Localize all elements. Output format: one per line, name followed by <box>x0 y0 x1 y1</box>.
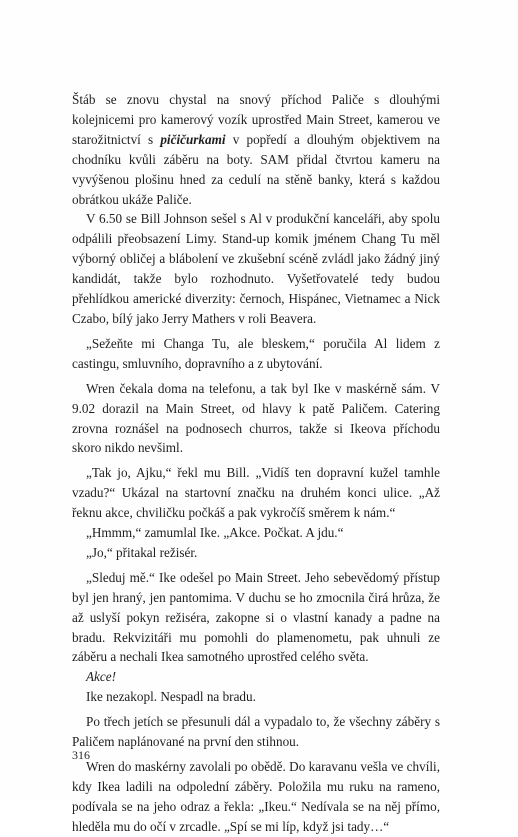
paragraph-4-text: Wren čekala doma na telefonu, a tak byl Ike v maskérně sám. V 9.02 dorazil na Main Street, od hlavy k patě Paličem. Catering zrovna roznášel na podnosech churros, takže si Ikeova příchodu skoro nikdo nevšiml. <box>72 380 440 456</box>
paragraph-1-part-1: Štáb se znovu chystal na snový příchod Paliče s dlouhými kolejnicemi pro kamerový vozík uprostřed Main Street, kamerou ve starožitnictví s <box>72 92 440 147</box>
emphasized-word: pičičurkami <box>160 131 226 147</box>
paragraph-5 <box>72 463 440 523</box>
paragraph-2 <box>72 209 440 328</box>
paragraph-6-text: „Hmmm,“ zamumlal Ike. „Akce. Počkat. A jdu.“ <box>86 525 344 541</box>
body-text <box>72 90 440 837</box>
paragraph-9-text: Akce! <box>86 669 117 685</box>
paragraph-3-text: „Sežeňte mi Changa Tu, ale bleskem,“ poručila Al lidem z castingu, smluvního, dopravního a z ubytování. <box>72 335 440 371</box>
paragraph-10 <box>72 687 440 707</box>
paragraph-12 <box>72 757 440 837</box>
paragraph-3 <box>72 334 440 374</box>
paragraph-8 <box>72 568 440 668</box>
paragraph-9 <box>72 667 440 687</box>
paragraph-7 <box>72 543 440 563</box>
paragraph-2-text: V 6.50 se Bill Johnson sešel s Al v produkční kanceláři, aby spolu odpálili přeobsazení Limy. Stand-up komik jménem Chang Tu měl výborný obličej a blábolení ve zkušební scéně zvládl jako žádný jiný kandidát, takže bylo rozhodnuto. Vyšetřovatelé tedy budou přehlídkou americké diverzity: černoch, Hispánec, Vietnamec a Nick Czabo, bílý jako Jerry Mathers v roli Beavera. <box>72 211 440 326</box>
page-number: 316 <box>72 748 90 762</box>
paragraph-7-text: „Jo,“ přitakal režisér. <box>86 544 198 560</box>
paragraph-1-part-3: v popředí a dlouhým objektivem na chodníku kvůli záběru na boty. SAM přidal čtvrtou kameru na vyvýšenou plošinu hned za cedulí na stěně banky, která s každou obrátkou ukáže Paliče. <box>72 131 440 207</box>
paragraph-10-text: Ike nezakopl. Nespadl na bradu. <box>86 689 256 705</box>
paragraph-4 <box>72 379 440 459</box>
paragraph-5-text: „Tak jo, Ajku,“ řekl mu Bill. „Vidíš ten dopravní kužel tamhle vzadu?“ Ukázal na startovní značku na druhém konci ulice. „Až řeknu akce, chviličku počkáš a pak vykročíš směrem k nám.“ <box>72 465 440 521</box>
paragraph-1 <box>72 90 440 209</box>
paragraph-11-text: Po třech jetích se přesunuli dál a vypadalo to, že všechny záběry s Paličem naplánované na první den stihnou. <box>72 714 440 750</box>
paragraph-8-text: „Sleduj mě.“ Ike odešel po Main Street. Jeho sebevědomý přístup byl jen hraný, jen pantomima. V duchu se ho zmocnila čirá hrůza, že až uslyší pokyn režiséra, zakopne si o vlastní kanady a padne na bradu. Rekvizitáři mu pomohli do plamenometu, pak uhnuli ze záběru a nechali Ikea samotného uprostřed celého světa. <box>72 569 440 665</box>
paragraph-11 <box>72 712 440 752</box>
paragraph-12-text: Wren do maskérny zavolali po obědě. Do karavanu vešla ve chvíli, kdy Ikea ladili na odpolední záběry. Položila mu ruku na rameno, podívala se na jeho odraz a řekla: „Ikeu.“ Nedívala se na něj přímo, hleděla mu do očí v zrcadle. „Spí se mi líp, když jsi tady…“ <box>72 759 440 834</box>
paragraph-6 <box>72 523 440 543</box>
